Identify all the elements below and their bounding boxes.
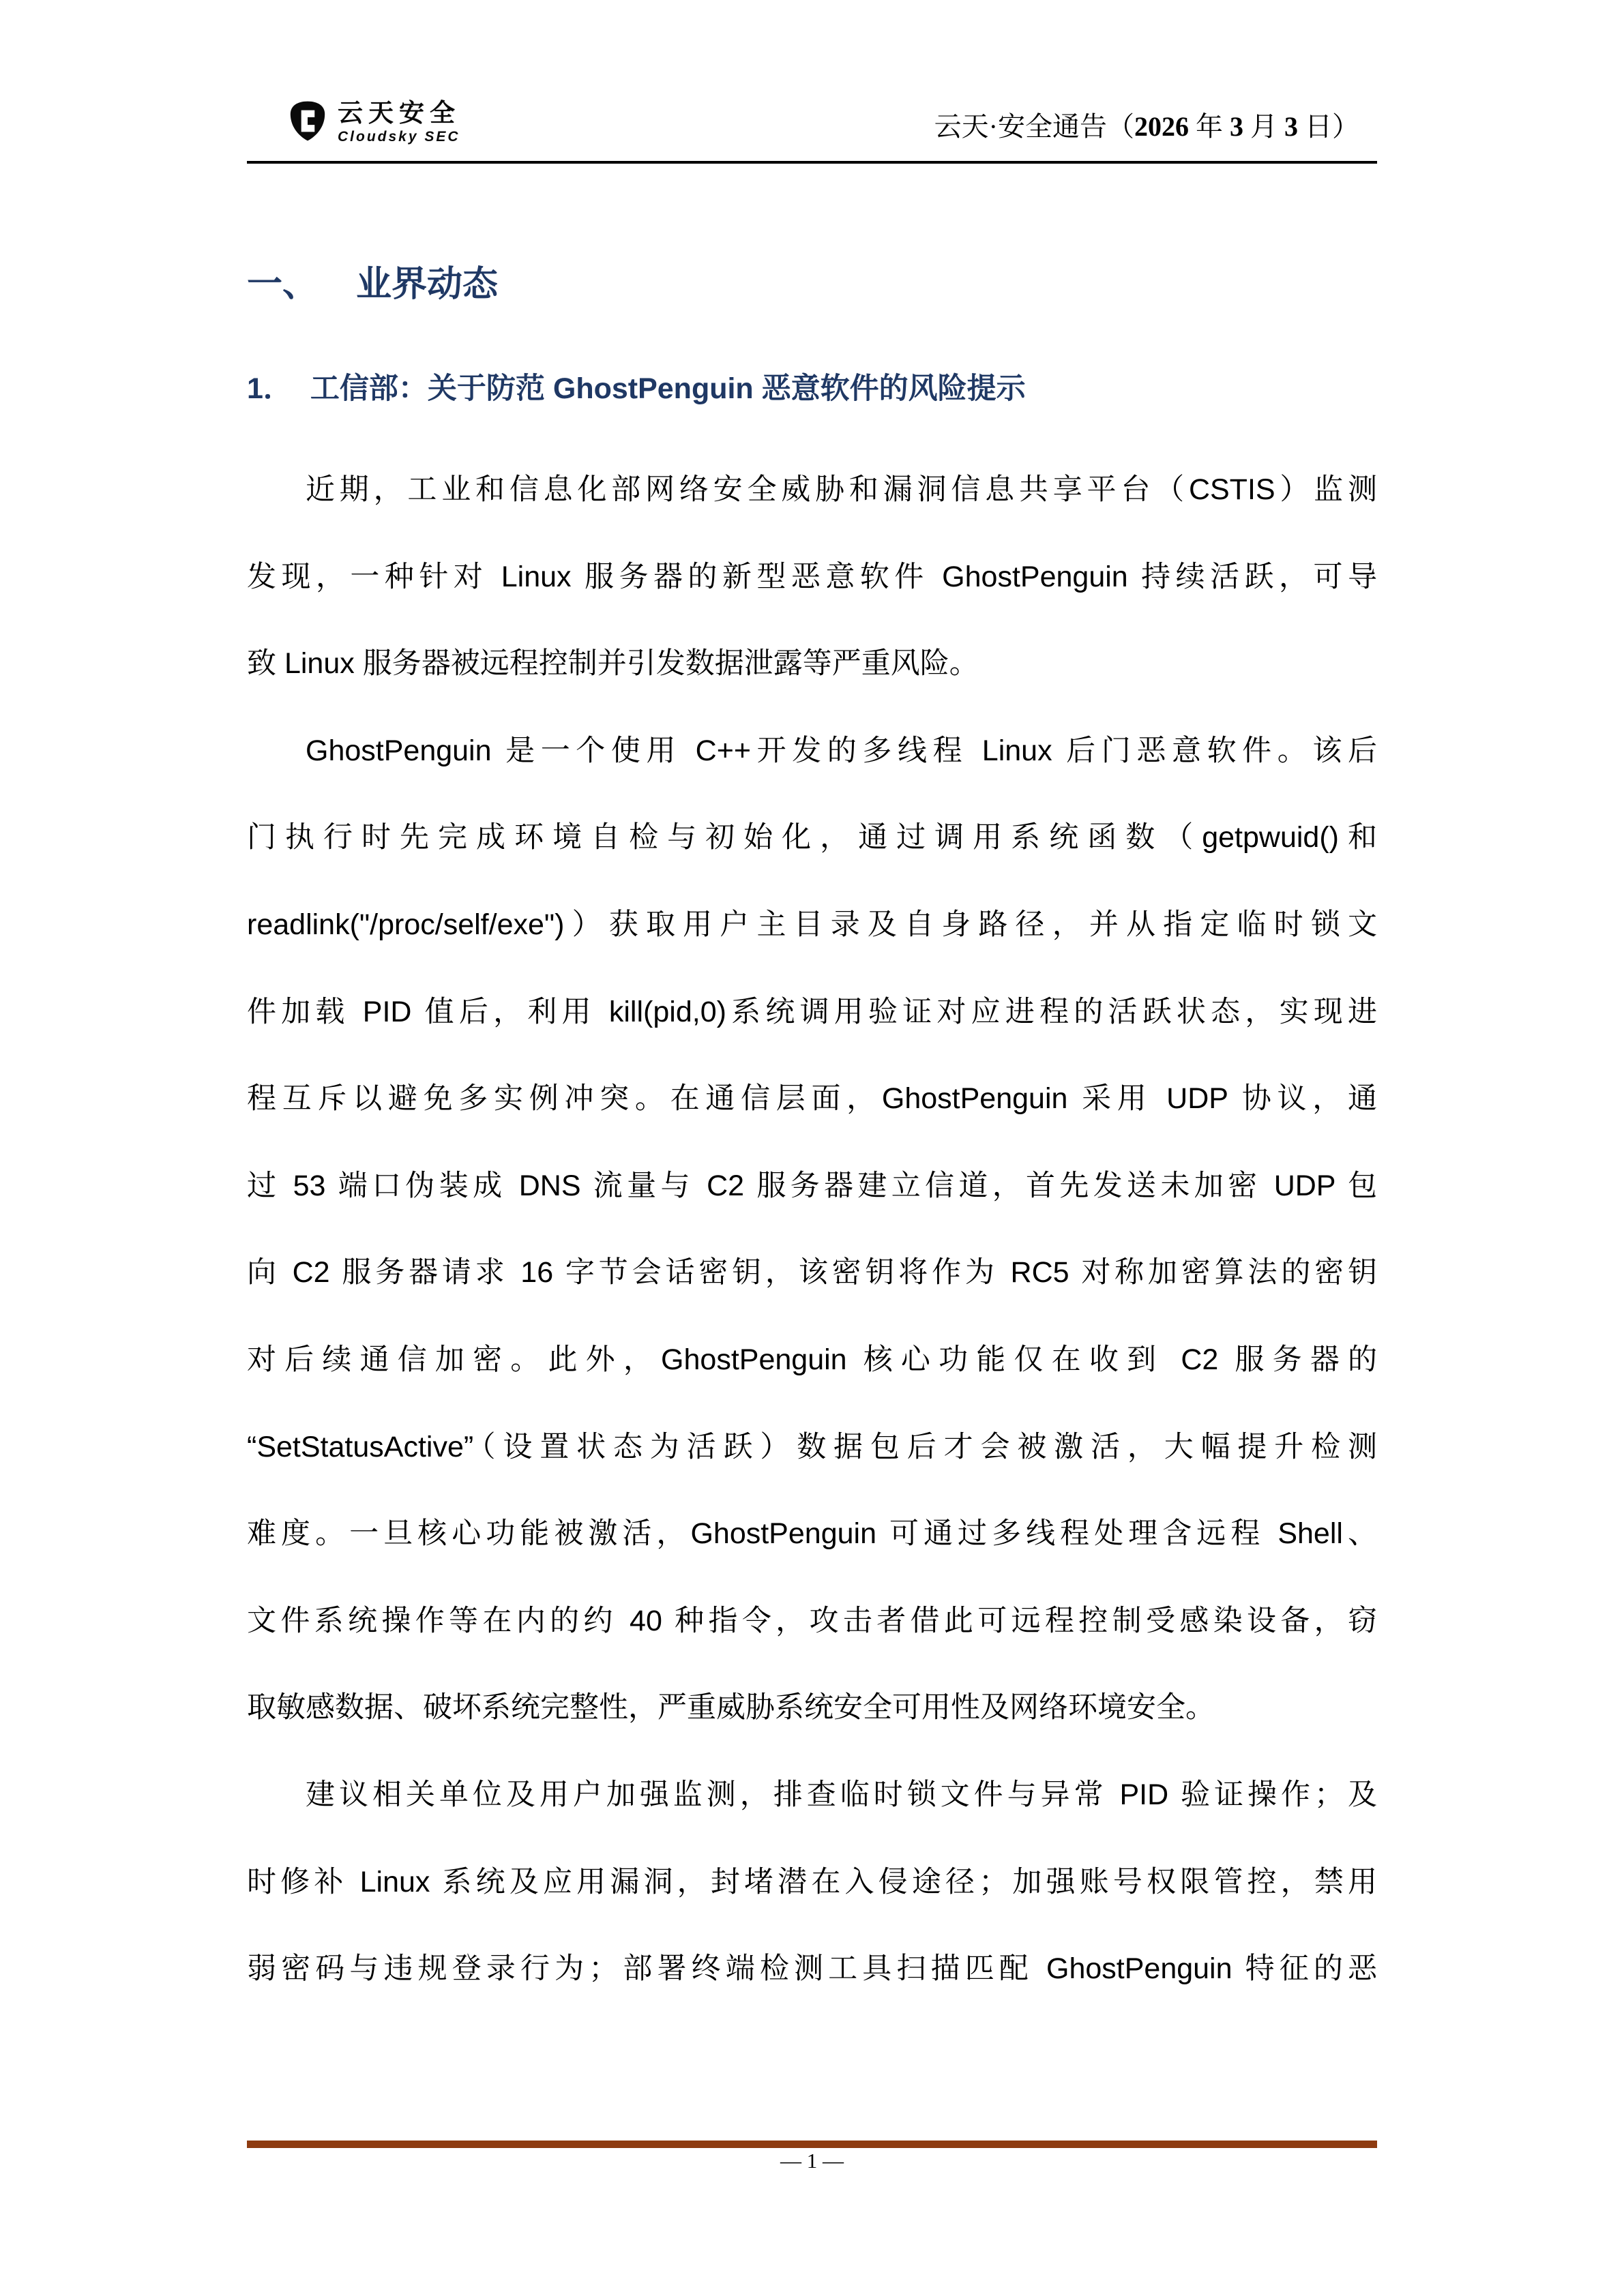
body-line: “SetStatusActive”（设置状态为活跃）数据包后才会被激活，大幅提升检测 — [247, 1430, 1377, 1463]
body-line: GhostPenguin 是一个使用 C++开发的多线程 Linux 后门恶意软件。该后 — [306, 734, 1377, 767]
body-line: 致 Linux 服务器被远程控制并引发数据泄露等严重风险。 — [247, 647, 979, 681]
section-number: 一、 — [247, 265, 319, 304]
bulletin-header-title — [934, 110, 1359, 143]
body-line: 弱密码与违规登录行为；部署终端检测工具扫描匹配 GhostPenguin 特征的恶 — [247, 1952, 1377, 1986]
header-title-segment: 2026 — [1134, 111, 1189, 142]
body-line: 难度。一旦核心功能被激活，GhostPenguin 可通过多线程处理含远程 Shell、 — [247, 1517, 1377, 1551]
header-divider-line — [247, 161, 1377, 164]
header-title-segment: 年 — [1189, 111, 1230, 142]
body-line: 发现，一种针对 Linux 服务器的新型恶意软件 GhostPenguin 持续活跃，可导 — [247, 560, 1377, 593]
section-title: 业界动态 — [356, 265, 499, 304]
body-line: readlink("/proc/self/exe")）获取用户主目录及自身路径，并从指定临时锁文 — [247, 908, 1377, 941]
body-line: 程互斥以避免多实例冲突。在通信层面，GhostPenguin 采用 UDP 协议，通 — [247, 1082, 1377, 1116]
body-line: 时修补 Linux 系统及应用漏洞，封堵潜在入侵途径；加强账号权限管控，禁用 — [247, 1865, 1377, 1898]
brand-text — [338, 100, 460, 145]
header-title-segment: 3 — [1284, 111, 1298, 142]
brand-name-en: Cloudsky SEC — [338, 128, 460, 145]
header-title-segment: 云天·安全通告（ — [934, 111, 1134, 142]
subsection-heading — [247, 372, 1026, 407]
brand-name-cn: 云天安全 — [338, 99, 460, 127]
header-title-segment: 月 — [1243, 111, 1284, 142]
body-line: 对后续通信加密。此外，GhostPenguin 核心功能仅在收到 C2 服务器的 — [247, 1343, 1377, 1376]
article-body — [247, 447, 1377, 2013]
body-line: 件加载 PID 值后，利用 kill(pid,0)系统调用验证对应进程的活跃状态，实现进 — [247, 995, 1377, 1028]
body-line: 门执行时先完成环境自检与初始化，通过调用系统函数（getpwuid()和 — [247, 821, 1377, 854]
header-title-segment: 日） — [1298, 111, 1359, 142]
section-heading — [247, 263, 498, 305]
body-line: 取敏感数据、破坏系统完整性，严重威胁系统安全可用性及网络环境安全。 — [247, 1691, 1215, 1725]
subsection-number: 1． — [247, 372, 293, 405]
body-line: 建议相关单位及用户加强监测，排查临时锁文件与异常 PID 验证操作；及 — [306, 1778, 1377, 1811]
brand-logo — [289, 100, 460, 145]
body-line: 向 C2 服务器请求 16 字节会话密钥，该密钥将作为 RC5 对称加密算法的密钥 — [247, 1256, 1377, 1289]
body-line: 近期，工业和信息化部网络安全威胁和漏洞信息共享平台（CSTIS）监测 — [306, 473, 1377, 506]
body-line: 过 53 端口伪装成 DNS 流量与 C2 服务器建立信道，首先发送未加密 UDP 包 — [247, 1169, 1377, 1202]
cloudsky-shield-c-icon — [289, 100, 327, 142]
body-line: 文件系统操作等在内的约 40 种指令，攻击者借此可远程控制受感染设备，窃 — [247, 1604, 1377, 1637]
header-title-segment: 3 — [1230, 111, 1243, 142]
subsection-title: 工信部：关于防范 GhostPenguin 恶意软件的风险提示 — [310, 372, 1026, 405]
page-number: — 1 — — [780, 2149, 844, 2173]
